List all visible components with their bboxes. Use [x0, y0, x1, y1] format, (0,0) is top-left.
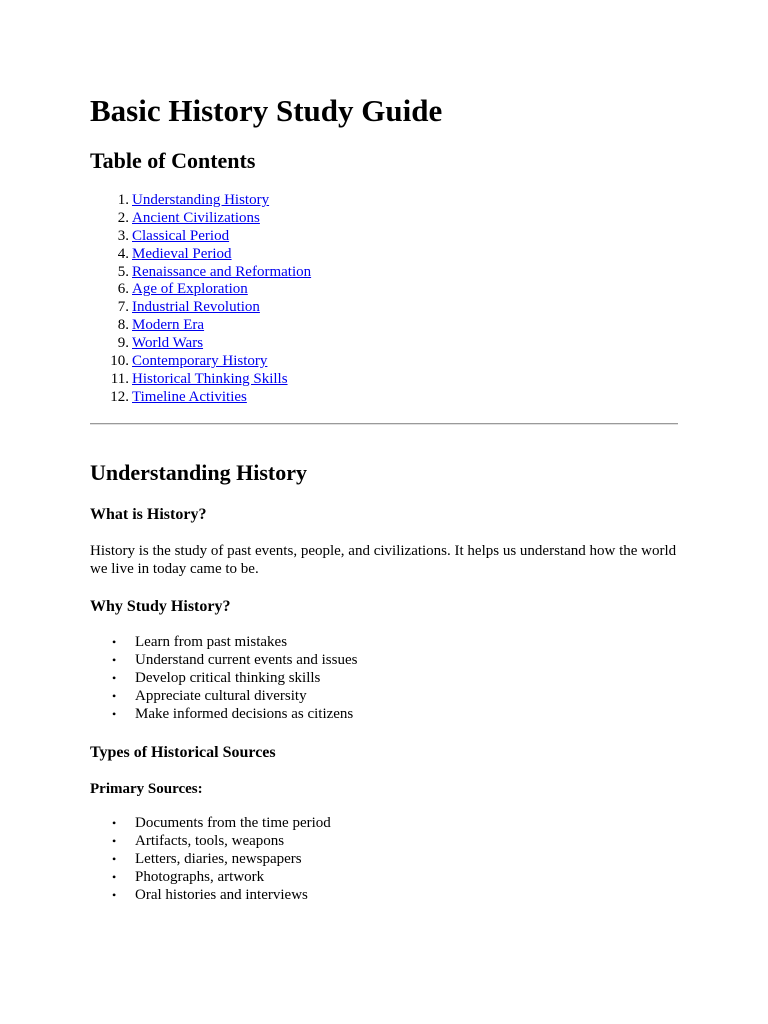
subheading-types-of-sources: Types of Historical Sources — [90, 744, 276, 761]
list-item — [90, 833, 331, 851]
toc-link-classical-period[interactable]: Classical Period — [132, 227, 230, 244]
list-item — [90, 634, 357, 652]
bullet-icon: • — [112, 887, 117, 902]
list-item-text: Artifacts, tools, weapons — [135, 832, 285, 849]
toc-item — [90, 228, 311, 246]
toc-number: 4. — [117, 245, 129, 262]
toc-number: 5. — [117, 263, 129, 280]
subheading-why-study-history: Why Study History? — [90, 598, 231, 615]
list-item — [90, 887, 331, 905]
list-item-text: Oral histories and interviews — [135, 886, 308, 903]
bullet-icon: • — [112, 851, 117, 866]
subheading-what-is-history: What is History? — [90, 506, 207, 523]
toc-item — [90, 299, 311, 317]
history-definition-paragraph: History is the study of past events, people, and civilizations. It helps us understand how the world we live in today came to be. — [90, 543, 677, 577]
toc-item — [90, 389, 311, 407]
list-item-text: Letters, diaries, newspapers — [135, 850, 302, 867]
list-item-text: Documents from the time period — [135, 815, 331, 831]
toc-link-timeline-activities[interactable]: Timeline Activities — [132, 388, 247, 405]
list-item-text: Understand current events and issues — [135, 651, 358, 668]
toc-number: 12. — [110, 388, 129, 405]
toc-item — [90, 264, 311, 282]
toc-number: 3. — [117, 227, 129, 244]
toc-link-industrial-revolution[interactable]: Industrial Revolution — [132, 299, 260, 316]
toc-number: 10. — [110, 353, 129, 370]
list-item — [90, 652, 357, 670]
toc-link-historical-thinking-skills[interactable]: Historical Thinking Skills — [132, 370, 288, 387]
bullet-icon: • — [112, 816, 117, 830]
bullet-icon: • — [112, 652, 117, 667]
list-item-text: Photographs, artwork — [135, 868, 265, 885]
primary-sources-label: Primary Sources: — [90, 781, 203, 797]
list-item-text: Learn from past mistakes — [135, 634, 288, 650]
toc-heading: Table of Contents — [90, 148, 256, 173]
toc-link-age-of-exploration[interactable]: Age of Exploration — [132, 281, 248, 298]
list-item — [90, 706, 357, 724]
list-item — [90, 670, 357, 688]
bullet-icon: • — [112, 688, 117, 703]
toc-link-medieval-period[interactable]: Medieval Period — [132, 245, 232, 262]
toc-number: 7. — [117, 299, 129, 316]
toc-link-understanding-history[interactable]: Understanding History — [132, 192, 270, 208]
toc-item — [90, 335, 311, 353]
list-item — [90, 869, 331, 887]
bullet-icon: • — [112, 706, 117, 721]
toc-number: 2. — [117, 209, 129, 226]
toc-item — [90, 192, 311, 210]
toc-link-modern-era[interactable]: Modern Era — [132, 317, 205, 334]
list-item — [90, 815, 331, 833]
section-heading-understanding-history: Understanding History — [90, 460, 307, 485]
toc-item — [90, 353, 311, 371]
toc-item — [90, 210, 311, 228]
toc-number: 11. — [110, 370, 129, 387]
why-study-list — [90, 634, 357, 723]
primary-sources-list — [90, 815, 331, 904]
section-divider — [90, 423, 678, 425]
list-item — [90, 851, 331, 869]
bullet-icon: • — [112, 670, 117, 685]
list-item — [90, 688, 357, 706]
toc-link-contemporary-history[interactable]: Contemporary History — [132, 353, 268, 370]
toc-item — [90, 317, 311, 335]
toc-link-ancient-civilizations[interactable]: Ancient Civilizations — [132, 209, 260, 226]
toc-number: 1. — [117, 192, 129, 208]
toc-item — [90, 281, 311, 299]
toc-item — [90, 246, 311, 264]
bullet-icon: • — [112, 833, 117, 848]
toc-number: 6. — [117, 281, 129, 298]
list-item-text: Appreciate cultural diversity — [135, 687, 307, 704]
toc-link-world-wars[interactable]: World Wars — [132, 335, 204, 352]
list-item-text: Make informed decisions as citizens — [135, 705, 354, 722]
toc-number: 9. — [117, 335, 129, 352]
page-title: Basic History Study Guide — [90, 93, 443, 128]
toc-item — [90, 371, 311, 389]
bullet-icon: • — [112, 869, 117, 884]
list-item-text: Develop critical thinking skills — [135, 669, 321, 686]
toc-link-renaissance-reformation[interactable]: Renaissance and Reformation — [132, 263, 312, 280]
table-of-contents — [90, 192, 311, 407]
bullet-icon: • — [112, 635, 117, 649]
toc-number: 8. — [117, 317, 129, 334]
